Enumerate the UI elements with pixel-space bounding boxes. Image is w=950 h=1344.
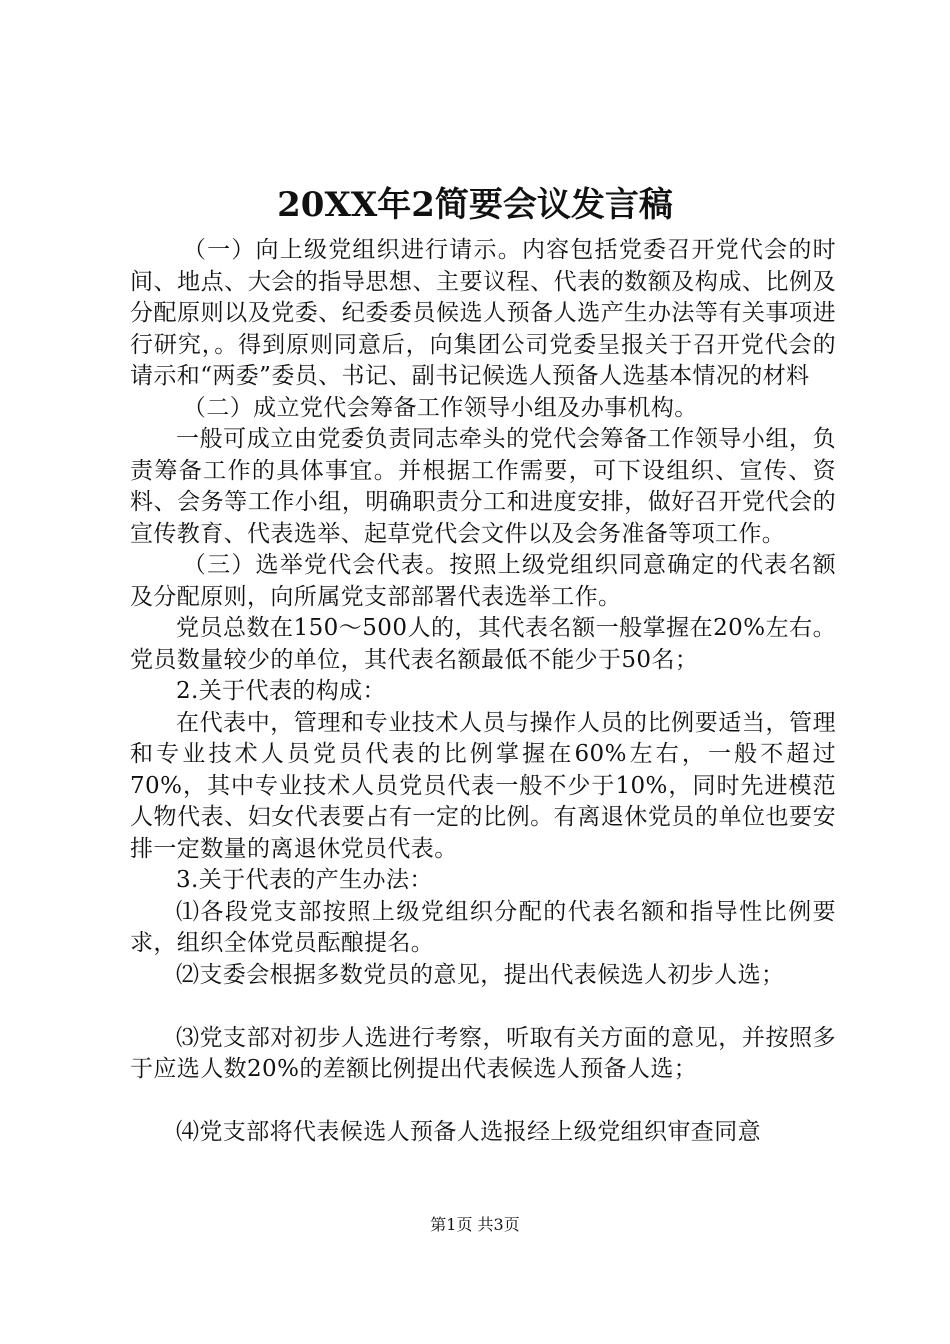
paragraph-election: （三）选举党代会代表。按照上级党组织同意确定的代表名额及分配原则，向所属党支部部署代表选举工作。 — [130, 552, 836, 610]
paragraph-step-3: ⑶党支部对初步人选进行考察，听取有关方面的意见，并按照多于应选人数20%的差额比例提出代表候选人预备人选； — [130, 1024, 836, 1082]
paragraph-method-heading: 3.关于代表的产生办法： — [176, 867, 433, 893]
document-body — [130, 235, 836, 1149]
paragraph-composition: 在代表中，管理和专业技术人员与操作人员的比例要适当，管理和专业技术人员党员代表的比例掌握在60%左右，一般不超过70%，其中专业技术人员党员代表一般不少于10%，同时先进模范人物代表、妇女代表要占有一定的比例。有离退休党员的单位也要安排一定数量的离退休党员代表。 — [130, 709, 836, 862]
page-number-footer: 第1页 共3页 — [430, 1215, 520, 1234]
paragraph-group-details: 一般可成立由党委负责同志牵头的党代会筹备工作领导小组，负责筹备工作的具体事宜。并根据工作需要，可下设组织、宣传、资料、会务等工作小组，明确职责分工和进度安排，做好召开党代会的宣传教育、代表选举、起草党代会文件以及会务准备等项工作。 — [130, 426, 836, 547]
paragraph-request: （一）向上级党组织进行请示。内容包括党委召开党代会的时间、地点、大会的指导思想、主要议程、代表的数额及构成、比例及分配原则以及党委、纪委委员候选人预备人选产生办法等有关事项进行研究，。得到原则同意后，向集团公司党委呈报关于召开党代会的请示和“两委”委员、书记、副书记候选人预备人选基本情况的材料 — [130, 237, 836, 389]
paragraph-quota: 党员总数在150～500人的，其代表名额一般掌握在20%左右。党员数量较少的单位，其代表名额最低不能少于50名； — [130, 615, 836, 673]
paragraph-preparation-group: （二）成立党代会筹备工作领导小组及办事机构。 — [182, 394, 698, 421]
paragraph-step-1: ⑴各段党支部按照上级党组织分配的代表名额和指导性比例要求，组织全体党员酝酿提名。 — [130, 898, 836, 956]
document-title: 20XX年2简要会议发言稿 — [277, 185, 673, 225]
paragraph-step-2: ⑵支委会根据多数党员的意见，提出代表候选人初步人选； — [176, 961, 785, 988]
paragraph-step-4: ⑷党支部将代表候选人预备人选报经上级党组织审查同意 — [176, 1119, 761, 1145]
paragraph-composition-heading: 2.关于代表的构成： — [176, 678, 386, 704]
